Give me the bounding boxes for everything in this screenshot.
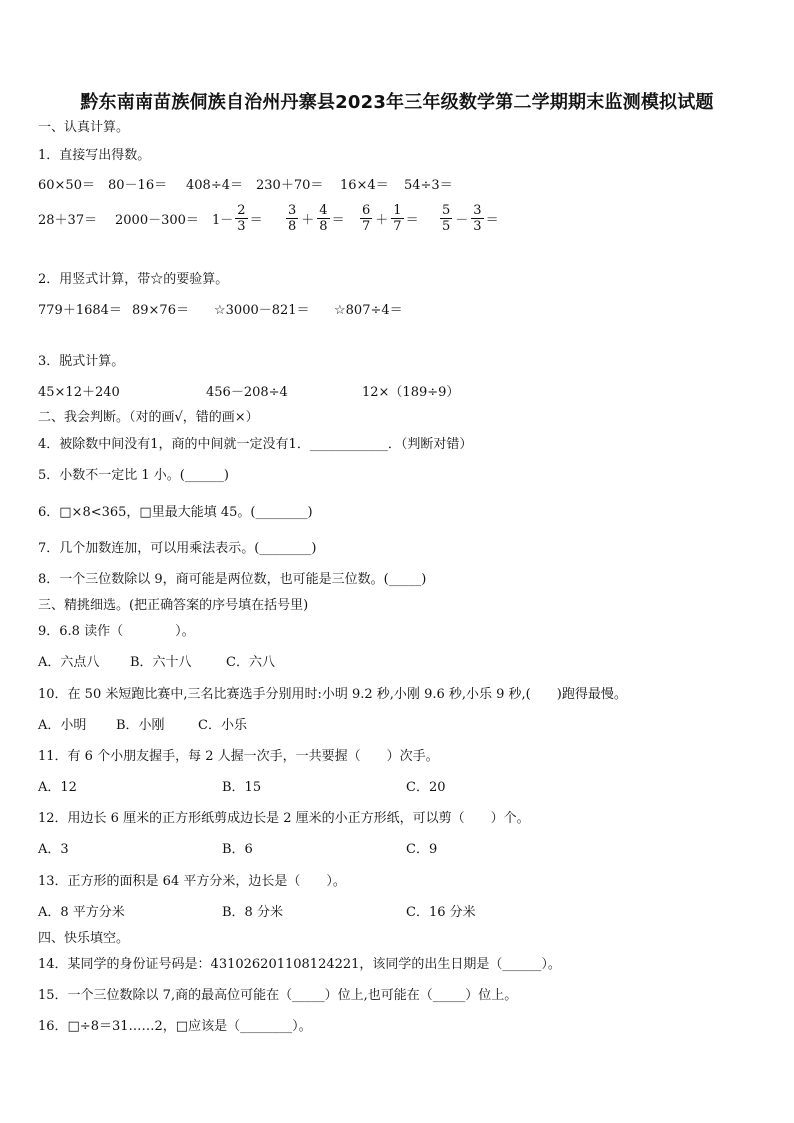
section-1-heading: 一、认真计算。 bbox=[38, 120, 130, 135]
question-16: 16．□÷8＝31……2，□应该是（________）。 bbox=[38, 1019, 312, 1034]
calc-item: 28＋37＝ bbox=[38, 213, 98, 228]
fraction bbox=[317, 203, 329, 234]
equals-sign: ＝ bbox=[485, 213, 499, 228]
numerator: 3 bbox=[473, 203, 482, 218]
fraction-expression bbox=[358, 203, 419, 234]
vertical-calc-item: ☆3000－821＝ bbox=[214, 303, 310, 318]
question-12: 12．用边长 6 厘米的正方形纸剪成边长是 2 厘米的小正方形纸，可以剪（ ）个。 bbox=[38, 811, 530, 826]
stepwise-calc-item: 456－208÷4 bbox=[206, 385, 288, 400]
question-7: 7．几个加数连加，可以用乘法表示。(________) bbox=[38, 541, 317, 556]
question-14: 14．某同学的身份证号码是：431026201108124221，该同学的出生日期是（______）。 bbox=[38, 957, 561, 972]
calc-item: 16×4＝ bbox=[340, 178, 389, 193]
option: A．8 平方分米 bbox=[38, 905, 125, 920]
question-13: 13．正方形的面积是 64 平方分米，边长是（ ）。 bbox=[38, 874, 346, 889]
calc-item: 60×50＝ bbox=[38, 178, 95, 193]
option: B．6 bbox=[222, 842, 253, 857]
option: C．小乐 bbox=[198, 718, 247, 733]
denominator: 8 bbox=[319, 219, 328, 234]
numerator: 5 bbox=[442, 203, 451, 218]
option: B．8 分米 bbox=[222, 905, 283, 920]
question-8: 8．一个三位数除以 9，商可能是两位数，也可能是三位数。(_____) bbox=[38, 572, 427, 587]
equals-sign: ＝ bbox=[331, 213, 345, 228]
numerator: 4 bbox=[319, 203, 328, 218]
question-2: 2．用竖式计算，带☆的要验算。 bbox=[38, 272, 229, 287]
option: A．六点八 bbox=[38, 655, 100, 670]
fraction bbox=[360, 203, 372, 234]
option: A．3 bbox=[38, 842, 69, 857]
option: A．12 bbox=[38, 780, 77, 795]
option: B．六十八 bbox=[130, 655, 192, 670]
question-4: 4．被除数中间没有1，商的中间就一定没有1．____________．（判断对错） bbox=[38, 437, 473, 452]
question-9: 9．6.8 读作（ ）。 bbox=[38, 624, 195, 639]
fraction bbox=[286, 203, 298, 234]
section-2-heading: 二、我会判断。（对的画√，错的画×） bbox=[38, 410, 259, 425]
option: C．六八 bbox=[226, 655, 275, 670]
denominator: 3 bbox=[237, 219, 246, 234]
question-10: 10．在 50 米短跑比赛中,三名比赛选手分别用时:小明 9.2 秒,小刚 9.6 秒,小乐 9 秒,( )跑得最慢。 bbox=[38, 687, 627, 702]
question-11: 11．有 6 个小朋友握手，每 2 人握一次手，一共要握（ ）次手。 bbox=[38, 749, 439, 764]
denominator: 5 bbox=[442, 219, 451, 234]
stepwise-calc-item: 12×（189÷9） bbox=[362, 385, 460, 400]
operator: ＋ bbox=[375, 213, 389, 228]
fraction bbox=[440, 203, 452, 234]
fraction-expression bbox=[438, 203, 499, 234]
vertical-calc-item: ☆807÷4＝ bbox=[334, 303, 403, 318]
option: B．15 bbox=[222, 780, 262, 795]
option: C．20 bbox=[406, 780, 446, 795]
question-3: 3．脱式计算。 bbox=[38, 354, 125, 369]
numerator: 1 bbox=[393, 203, 402, 218]
stepwise-calc-item: 45×12＋240 bbox=[38, 385, 120, 400]
fraction-expression bbox=[284, 203, 345, 234]
section-4-heading: 四、快乐填空。 bbox=[38, 931, 130, 946]
equals-sign: ＝ bbox=[405, 213, 419, 228]
numerator: 2 bbox=[237, 203, 246, 218]
equals-sign: ＝ bbox=[249, 213, 263, 228]
fraction bbox=[391, 203, 403, 234]
denominator: 8 bbox=[288, 219, 297, 234]
calc-item: 80－16＝ bbox=[108, 178, 168, 193]
denominator: 7 bbox=[362, 219, 371, 234]
option: C．16 分米 bbox=[406, 905, 476, 920]
fraction bbox=[235, 203, 247, 234]
fraction-expression bbox=[212, 203, 263, 234]
question-5: 5．小数不一定比 1 小。(______) bbox=[38, 468, 229, 483]
option: C．9 bbox=[406, 842, 438, 857]
question-1: 1．直接写出得数。 bbox=[38, 148, 151, 163]
denominator: 7 bbox=[393, 219, 402, 234]
operator: － bbox=[455, 213, 469, 228]
denominator: 3 bbox=[473, 219, 482, 234]
vertical-calc-item: 89×76＝ bbox=[132, 303, 189, 318]
calc-item: 2000－300＝ bbox=[115, 213, 199, 228]
fraction bbox=[471, 203, 483, 234]
section-3-heading: 三、精挑细选。(把正确答案的序号填在括号里) bbox=[38, 598, 309, 613]
option: B．小刚 bbox=[116, 718, 165, 733]
question-6: 6．□×8<365，□里最大能填 45。(________) bbox=[38, 505, 313, 520]
fraction-prefix: 1－ bbox=[212, 213, 234, 228]
calc-item: 408÷4＝ bbox=[186, 178, 243, 193]
question-15: 15．一个三位数除以 7,商的最高位可能在（_____）位上,也可能在（_____）位上。 bbox=[38, 988, 518, 1003]
vertical-calc-item: 779＋1684＝ bbox=[38, 303, 122, 318]
calc-item: 54÷3＝ bbox=[404, 178, 453, 193]
numerator: 6 bbox=[362, 203, 371, 218]
page-title: 黔东南南苗族侗族自治州丹寨县2023年三年级数学第二学期期末监测模拟试题 bbox=[80, 92, 714, 113]
numerator: 3 bbox=[288, 203, 297, 218]
calc-item: 230＋70＝ bbox=[256, 178, 324, 193]
option: A．小明 bbox=[38, 718, 87, 733]
operator: ＋ bbox=[301, 213, 315, 228]
